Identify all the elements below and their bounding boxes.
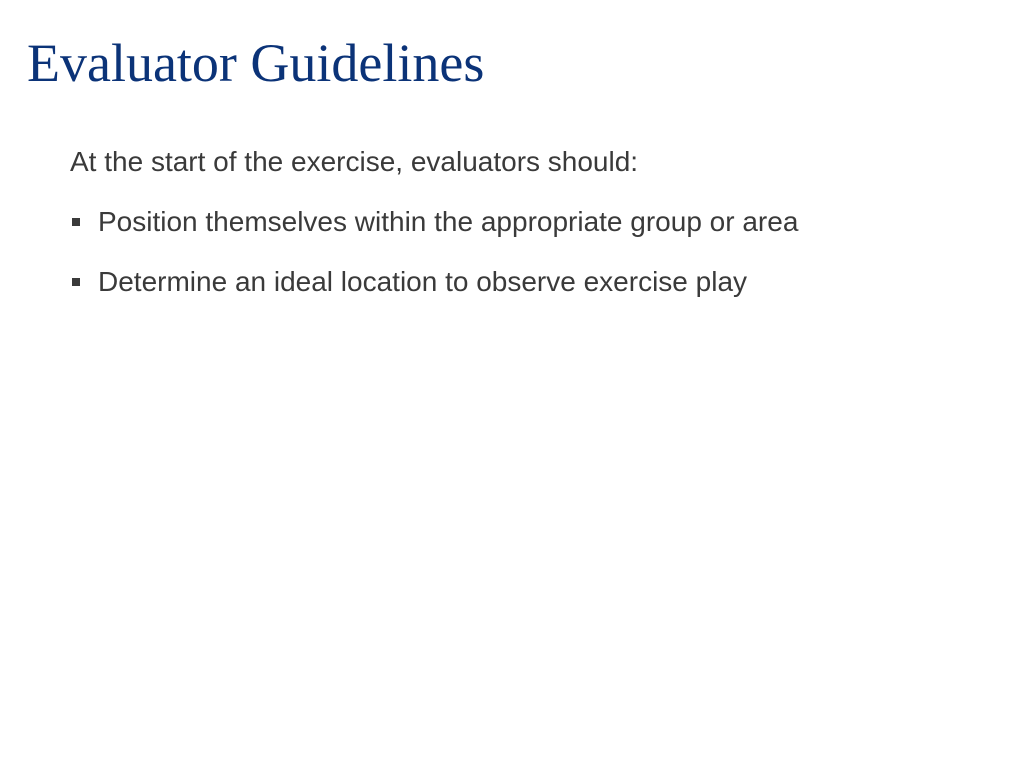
intro-text: At the start of the exercise, evaluators should: bbox=[70, 146, 639, 177]
square-bullet-icon bbox=[72, 218, 80, 226]
bullet-list bbox=[70, 203, 990, 301]
slide-title: Evaluator Guidelines bbox=[27, 33, 485, 93]
bullet-text: Determine an ideal location to observe exercise play bbox=[98, 266, 748, 297]
square-bullet-icon bbox=[72, 278, 80, 286]
bullet-text: Position themselves within the appropriate group or area bbox=[98, 206, 799, 237]
bullet-item bbox=[70, 203, 990, 241]
bullet-item bbox=[70, 263, 990, 301]
slide-content bbox=[70, 143, 990, 323]
